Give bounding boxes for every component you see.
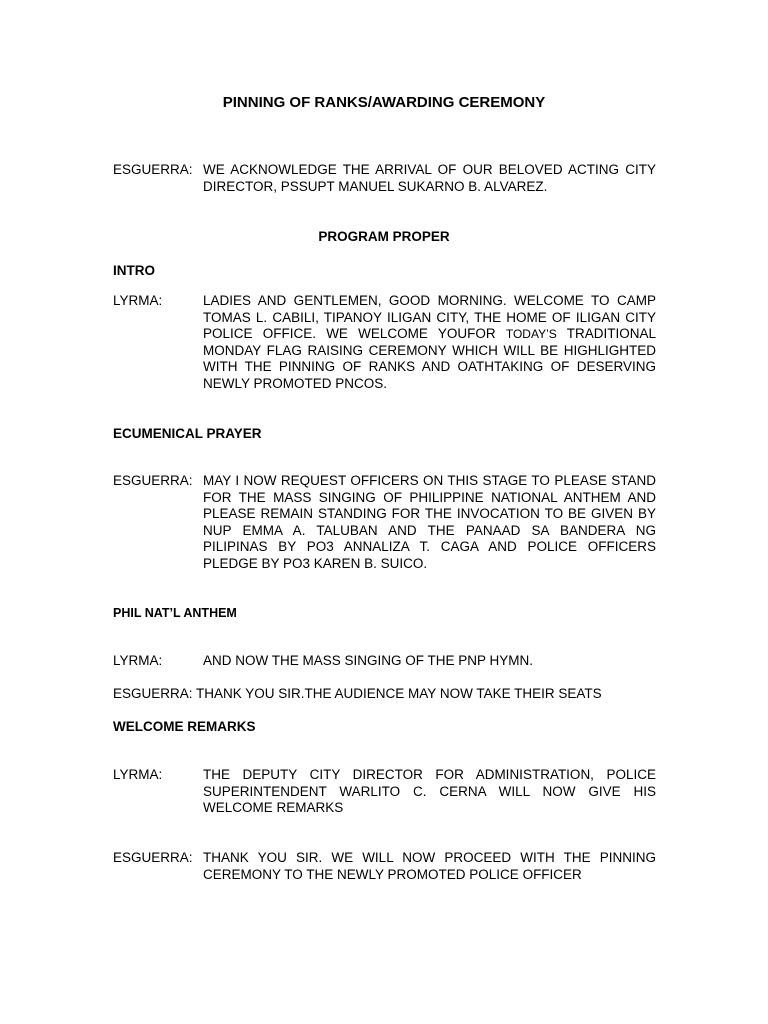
- speaker-label: ESGUERRA:: [113, 473, 193, 488]
- speech-text: THE DEPUTY CITY DIRECTOR FOR ADMINISTRATION, POLICE SUPERINTENDENT WARLITO C. CERNA WILL NOW GIVE HIS WELCOME REMARKS: [203, 767, 656, 816]
- speaker-label: LYRMA:: [113, 767, 163, 782]
- speech-text: MAY I NOW REQUEST OFFICERS ON THIS STAGE TO PLEASE STAND FOR THE MASS SINGING OF PHILIPPINE NATIONAL ANTHEM AND PLEASE REMAIN STANDING FOR THE INVOCATION TO BE GIVEN BY NUP EMMA A. TALUBAN AND THE PANAAD SA BANDERA NG PILIPINAS BY PO3 ANNALIZA T. CAGA AND POLICE OFFICERS PLEDGE BY PO3 KAREN B. SUICO.: [203, 473, 656, 571]
- section-heading-program-proper: PROGRAM PROPER: [318, 229, 450, 244]
- speech-text-part: TRADITIONAL MONDAY FLAG RAISING CEREMONY WHICH WILL BE HIGHLIGHTED WITH THE PINNING OF RANKS AND OATHTAKING OF DESERVING NEWLY PROMOTED PNCOS.: [203, 326, 656, 391]
- speaker-label: ESGUERRA:: [113, 162, 193, 177]
- speech-text: [203, 293, 656, 393]
- speech-text: THANK YOU SIR. WE WILL NOW PROCEED WITH THE PINNING CEREMONY TO THE NEWLY PROMOTED POLICE OFFICER: [203, 850, 656, 882]
- dialogue-take-seats: ESGUERRA: THANK YOU SIR.THE AUDIENCE MAY NOW TAKE THEIR SEATS: [113, 686, 602, 701]
- speech-text: AND NOW THE MASS SINGING OF THE PNP HYMN.: [203, 653, 534, 668]
- speech-text-part: LADIES AND GENTLEMEN, GOOD MORNING. WELCOME TO CAMP TOMAS L. CABILI, TIPANOY ILIGAN CITY, THE HOME OF ILIGAN CITY POLICE OFFICE. WE WELCOME YOUFOR: [203, 293, 656, 342]
- speaker-label: LYRMA:: [113, 653, 163, 668]
- section-heading-national-anthem: PHIL NAT’L ANTHEM: [113, 606, 237, 620]
- section-heading-intro: INTRO: [113, 263, 155, 278]
- speech-text-small: TODAY’S: [505, 327, 557, 342]
- section-heading-ecumenical-prayer: ECUMENICAL PRAYER: [113, 426, 262, 441]
- speaker-label: LYRMA:: [113, 293, 163, 308]
- speech-text: WE ACKNOWLEDGE THE ARRIVAL OF OUR BELOVED ACTING CITY DIRECTOR, PSSUPT MANUEL SUKARNO B. ALVAREZ.: [203, 162, 656, 194]
- page-title: PINNING OF RANKS/AWARDING CEREMONY: [222, 94, 546, 111]
- speaker-label: ESGUERRA:: [113, 850, 193, 865]
- section-heading-welcome-remarks: WELCOME REMARKS: [113, 719, 256, 734]
